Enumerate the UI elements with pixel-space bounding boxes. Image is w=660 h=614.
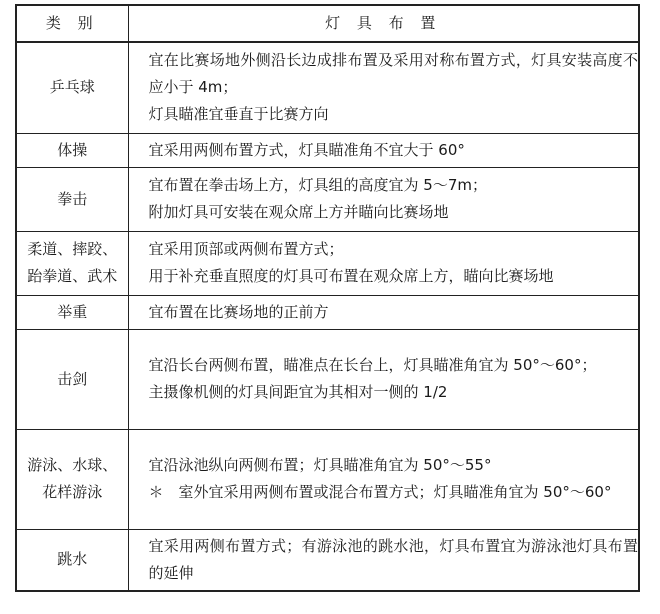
description-line: 宜沿长台两侧布置，瞄准点在长台上，灯具瞄准角宜为 50°～60°； [148,356,597,374]
description-line: 宜采用两侧布置方式，灯具瞄准角不宜大于 60° [148,140,465,159]
category-cell [16,529,128,591]
description-cell [128,295,639,329]
category-cell [16,133,128,167]
category-text: 举重 [57,302,88,321]
description-line: ＊ 室外宜采用两侧布置或混合布置方式；灯具瞄准角宜为 50°～60° [148,483,612,501]
header-category: 类 别 [16,5,128,42]
description-line: 用于补充垂直照度的灯具可布置在观众席上方，瞄向比赛场地 [148,267,554,285]
table-row [16,231,639,295]
table-row [16,529,639,591]
description-line: 宜布置在拳击场上方，灯具组的高度宜为 5～7m； [148,176,487,194]
category-text: 击剑 [57,369,88,388]
description-line: 附加灯具可安装在观众席上方并瞄向比赛场地 [148,203,449,221]
lighting-layout-table [15,4,640,592]
description-line: 宜采用两侧布置方式；有游泳池的跳水池，灯具布置宜为游泳池灯具布置的延伸 [148,536,638,582]
description-line: 灯具瞄准宜垂直于比赛方向 [148,105,329,124]
category-cell [16,167,128,231]
description-line: 宜在比赛场地外侧沿长边成排布置及采用对称布置方式，灯具安装高度不应小于 4m； [148,51,638,97]
category-cell [16,429,128,529]
header-row [16,5,639,42]
table-row [16,329,639,429]
category-text: 拳击 [57,189,88,208]
description-line: 宜布置在比赛场地的正前方 [148,302,329,321]
description-cell [128,429,639,529]
header-layout: 灯 具 布 置 [128,5,639,42]
table-row [16,429,639,529]
category-cell [16,329,128,429]
category-text: 跆拳道、武术 [27,267,118,285]
category-cell [16,231,128,295]
category-text: 柔道、摔跤、 [27,240,118,258]
description-cell [128,167,639,231]
category-text: 跳水 [57,550,88,569]
category-text: 花样游泳 [42,483,103,501]
description-line: 宜沿泳池纵向两侧布置；灯具瞄准角宜为 50°～55° [148,456,492,474]
description-cell [128,42,639,133]
category-text: 乒乓球 [49,78,95,97]
category-text: 游泳、水球、 [27,456,118,474]
description-cell [128,133,639,167]
description-cell [128,231,639,295]
description-cell [128,529,639,591]
table-row [16,295,639,329]
category-cell [16,295,128,329]
table-row [16,42,639,133]
description-line: 主摄像机侧的灯具间距宜为其相对一侧的 1/2 [148,383,448,401]
category-cell [16,42,128,133]
category-text: 体操 [57,140,88,159]
description-cell [128,329,639,429]
table-container [15,4,640,592]
description-line: 宜采用顶部或两侧布置方式； [148,240,344,258]
table-row [16,133,639,167]
table-row [16,167,639,231]
